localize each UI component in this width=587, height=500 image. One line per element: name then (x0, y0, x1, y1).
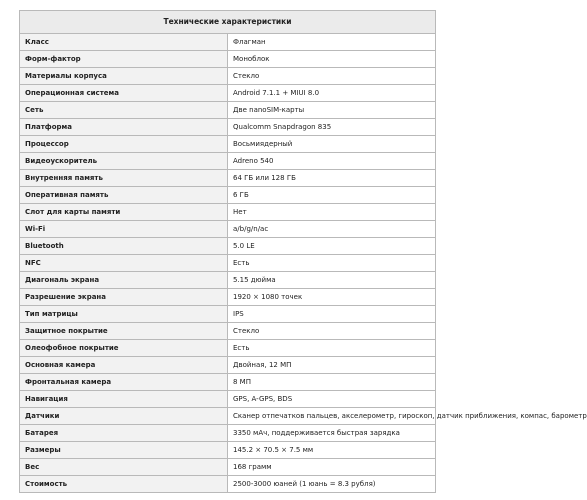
specs-table-body (20, 34, 587, 493)
table-row (20, 476, 436, 493)
spec-key: Тип матрицы (20, 306, 228, 323)
table-row (20, 442, 436, 459)
table-row (20, 272, 436, 289)
spec-key: Диагональ экрана (20, 272, 228, 289)
spec-value: 6 ГБ (228, 187, 436, 204)
table-row (20, 289, 436, 306)
spec-value: 145.2 × 70.5 × 7.5 мм (228, 442, 436, 459)
spec-key: Навигация (20, 391, 228, 408)
spec-key: Платформа (20, 119, 228, 136)
spec-key: Слот для карты памяти (20, 204, 228, 221)
table-row (20, 391, 436, 408)
spec-key: NFC (20, 255, 228, 272)
spec-key: Основная камера (20, 357, 228, 374)
spec-value: 5.0 LE (228, 238, 436, 255)
spec-value: Флагман (228, 34, 436, 51)
spec-key: Стоимость (20, 476, 228, 493)
spec-value: 1920 × 1080 точек (228, 289, 436, 306)
table-row (20, 187, 436, 204)
spec-key: Сеть (20, 102, 228, 119)
spec-value: Сканер отпечатков пальцев, акселерометр, гироскоп, датчик приближения, компас, барометр (228, 408, 436, 425)
table-row (20, 119, 436, 136)
table-row (20, 68, 436, 85)
spec-value: Стекло (228, 323, 436, 340)
spec-value: Нет (228, 204, 436, 221)
spec-value: Моноблок (228, 51, 436, 68)
spec-key: Материалы корпуса (20, 68, 228, 85)
table-row (20, 102, 436, 119)
spec-value: 8 МП (228, 374, 436, 391)
table-header-row (20, 11, 436, 34)
spec-value: Две nanoSIM-карты (228, 102, 436, 119)
table-row (20, 85, 436, 102)
table-row (20, 459, 436, 476)
spec-value: Android 7.1.1 + MIUI 8.0 (228, 85, 436, 102)
table-row (20, 170, 436, 187)
spec-value: Qualcomm Snapdragon 835 (228, 119, 436, 136)
spec-value: Adreno 540 (228, 153, 436, 170)
table-row (20, 323, 436, 340)
table-row (20, 238, 436, 255)
spec-value: 3350 мАч, поддерживается быстрая зарядка (228, 425, 436, 442)
table-row (20, 255, 436, 272)
table-row (20, 306, 436, 323)
spec-key: Олеофобное покрытие (20, 340, 228, 357)
spec-value: 2500-3000 юаней (1 юань = 8.3 рубля) (228, 476, 436, 493)
specs-table (19, 10, 587, 493)
spec-value: 168 грамм (228, 459, 436, 476)
spec-value: IPS (228, 306, 436, 323)
spec-key: Процессор (20, 136, 228, 153)
spec-key: Оперативная память (20, 187, 228, 204)
spec-key: Операционная система (20, 85, 228, 102)
spec-value: 64 ГБ или 128 ГБ (228, 170, 436, 187)
spec-value: Восьмиядерный (228, 136, 436, 153)
spec-value: Есть (228, 340, 436, 357)
table-title: Технические характеристики (20, 11, 436, 34)
spec-key: Вес (20, 459, 228, 476)
table-row (20, 34, 436, 51)
spec-value: GPS, A-GPS, BDS (228, 391, 436, 408)
table-row (20, 153, 436, 170)
table-row (20, 340, 436, 357)
spec-key: Wi-Fi (20, 221, 228, 238)
spec-key: Bluetooth (20, 238, 228, 255)
spec-key: Форм-фактор (20, 51, 228, 68)
spec-value: Стекло (228, 68, 436, 85)
spec-key: Видеоускоритель (20, 153, 228, 170)
table-row (20, 221, 436, 238)
table-row (20, 51, 436, 68)
spec-key: Фронтальная камера (20, 374, 228, 391)
spec-key: Батарея (20, 425, 228, 442)
spec-key: Разрешение экрана (20, 289, 228, 306)
table-row (20, 374, 436, 391)
specs-container (19, 10, 587, 493)
spec-key: Класс (20, 34, 228, 51)
table-row (20, 357, 436, 374)
table-row (20, 204, 436, 221)
table-row (20, 136, 436, 153)
table-row (20, 408, 436, 425)
spec-key: Внутренняя память (20, 170, 228, 187)
spec-value: a/b/g/n/ac (228, 221, 436, 238)
spec-key: Размеры (20, 442, 228, 459)
table-row (20, 425, 436, 442)
spec-value: Есть (228, 255, 436, 272)
spec-value: Двойная, 12 МП (228, 357, 436, 374)
spec-key: Защитное покрытие (20, 323, 228, 340)
spec-key: Датчики (20, 408, 228, 425)
spec-value: 5.15 дюйма (228, 272, 436, 289)
